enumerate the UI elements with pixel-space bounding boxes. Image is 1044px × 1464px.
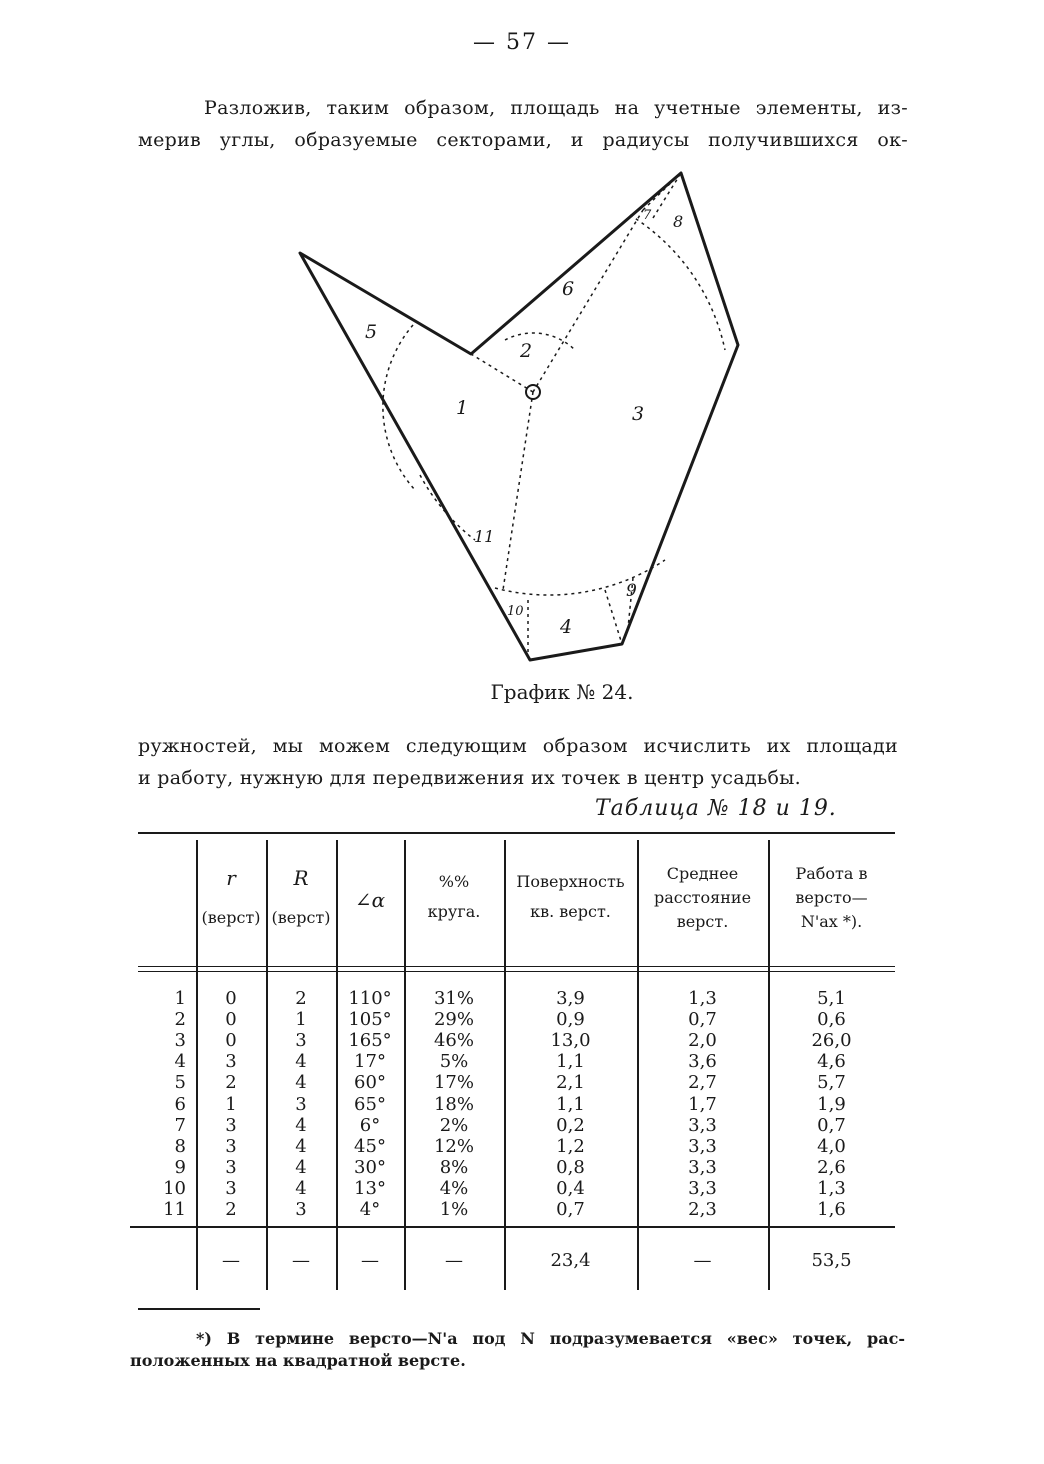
- cell-work: 0,6: [817, 1009, 846, 1031]
- cell-R: 2: [295, 988, 307, 1009]
- total-R: —: [292, 1250, 310, 1271]
- radius-line: [533, 210, 643, 392]
- cell-r: 3: [225, 1156, 237, 1178]
- row-number: 8: [174, 1135, 186, 1157]
- cell-percent: 2%: [439, 1114, 469, 1136]
- cell-r: 3: [225, 1135, 237, 1157]
- cell-R: 4: [295, 1177, 307, 1199]
- cell-surface: 2,1: [556, 1072, 585, 1094]
- header-percent: %% круга.: [427, 872, 481, 921]
- cell-work: 5,1: [817, 988, 846, 1009]
- cell-surface: 13,0: [550, 1030, 591, 1052]
- cell-surface: 1,1: [556, 1051, 585, 1073]
- cell-R: 4: [295, 1051, 307, 1073]
- total-work: 53,5: [811, 1250, 852, 1271]
- cell-R: 3: [295, 1093, 307, 1115]
- sector-label: 10: [507, 604, 524, 619]
- cell-work: 1,3: [817, 1177, 846, 1199]
- sector-label: 6: [562, 278, 575, 300]
- cell-angle: 105°: [348, 1009, 392, 1031]
- cell-surface: 0,4: [556, 1177, 585, 1199]
- cell-r: 0: [225, 988, 237, 1009]
- header-r: r (верст): [201, 866, 261, 927]
- cell-percent: 17%: [433, 1072, 474, 1094]
- sector-label: 9: [626, 581, 637, 601]
- header-work: Работа в версто— N'ах *).: [795, 864, 868, 931]
- cell-percent: 1%: [439, 1199, 469, 1220]
- cell-angle: 110°: [348, 988, 392, 1009]
- row-number: 10: [163, 1177, 186, 1199]
- cell-R: 4: [295, 1072, 307, 1094]
- cell-R: 4: [295, 1114, 307, 1136]
- footnote: [130, 1328, 905, 1372]
- row-number: 7: [174, 1114, 186, 1136]
- cell-angle: 17°: [354, 1051, 386, 1073]
- cell-angle: 4°: [359, 1199, 381, 1220]
- cell-percent: 18%: [433, 1093, 474, 1115]
- sector-label: 8: [673, 212, 684, 231]
- table-header-rule: [138, 966, 895, 967]
- footnote-line: положенных на квадратной версте.: [130, 1351, 466, 1370]
- table-top-rule: [138, 832, 895, 834]
- cell-distance: 3,3: [688, 1135, 717, 1157]
- cell-r: 3: [225, 1177, 237, 1199]
- cell-distance: 0,7: [688, 1009, 717, 1031]
- cell-r: 2: [225, 1072, 237, 1094]
- row-number: 2: [174, 1009, 186, 1031]
- cell-distance: 3,6: [688, 1051, 717, 1073]
- sector-label: 4: [560, 616, 573, 638]
- cell-distance: 3,3: [688, 1114, 717, 1136]
- paragraph-continued: [138, 730, 898, 794]
- cell-distance: 1,3: [688, 988, 717, 1009]
- radius-line: [605, 590, 622, 644]
- paragraph-line: мерив углы, образуемые секторами, и радиусы получившихся ок-: [138, 129, 908, 151]
- page-number: — 57 —: [473, 30, 571, 55]
- total-r: —: [222, 1250, 240, 1271]
- cell-r: 0: [225, 1030, 237, 1052]
- cell-distance: 1,7: [688, 1093, 717, 1115]
- total-angle: —: [361, 1250, 379, 1271]
- cell-R: 3: [295, 1030, 307, 1052]
- cell-angle: 60°: [354, 1072, 386, 1094]
- cell-r: 1: [225, 1093, 237, 1115]
- total-percent: —: [445, 1250, 463, 1271]
- cell-r: 3: [225, 1114, 237, 1136]
- cell-work: 1,9: [817, 1093, 846, 1115]
- cell-work: 26,0: [811, 1030, 852, 1052]
- arc-r3-bottom: [495, 560, 665, 595]
- cell-work: 5,7: [817, 1072, 846, 1094]
- sector-label: 2: [520, 340, 533, 362]
- sector-label: 5: [365, 321, 378, 343]
- cell-surface: 3,9: [556, 988, 585, 1009]
- cell-r: 0: [225, 1009, 237, 1031]
- cell-surface: 0,8: [556, 1156, 585, 1178]
- header-R: R (верст): [271, 866, 331, 927]
- cell-R: 4: [295, 1135, 307, 1157]
- cell-work: 4,0: [817, 1135, 846, 1157]
- total-distance: —: [693, 1250, 712, 1271]
- row-number: 3: [174, 1030, 186, 1052]
- sector-label: 11: [474, 527, 495, 546]
- cell-percent: 31%: [433, 988, 474, 1009]
- cell-work: 2,6: [817, 1156, 846, 1178]
- radius-line: [503, 392, 533, 590]
- paragraph-line: Разложив, таким образом, площадь на учетные элементы, из-: [204, 97, 908, 119]
- arc-inner: [505, 333, 575, 350]
- header-surface: Поверхность кв. верст.: [516, 872, 625, 921]
- row-number: 1: [174, 988, 186, 1009]
- row-number: 6: [174, 1093, 186, 1115]
- cell-percent: 46%: [433, 1030, 474, 1052]
- cell-angle: 30°: [354, 1156, 386, 1178]
- header-angle: ∠α: [354, 888, 386, 912]
- cell-angle: 45°: [354, 1135, 386, 1157]
- sector-label: 3: [632, 403, 645, 425]
- sector-label: 7: [643, 208, 652, 223]
- cell-surface: 1,1: [556, 1093, 585, 1115]
- boundary-polygon: [300, 173, 738, 660]
- paragraph-intro: [138, 92, 908, 156]
- cell-percent: 4%: [439, 1177, 469, 1199]
- cell-angle: 65°: [354, 1093, 386, 1115]
- cell-surface: 1,2: [556, 1135, 585, 1157]
- table-total-rule: [130, 1226, 895, 1228]
- cell-angle: 165°: [348, 1030, 392, 1052]
- footnote-rule: [138, 1308, 260, 1310]
- cell-work: 1,6: [817, 1199, 846, 1220]
- row-number: 5: [174, 1072, 186, 1094]
- cell-R: 4: [295, 1156, 307, 1178]
- cell-distance: 3,3: [688, 1156, 717, 1178]
- sector-label: 1: [456, 397, 469, 419]
- cell-R: 3: [295, 1199, 307, 1220]
- cell-percent: 29%: [433, 1009, 474, 1031]
- figure-caption: График № 24.: [490, 680, 634, 704]
- cell-R: 1: [295, 1009, 307, 1031]
- cell-angle: 6°: [359, 1114, 381, 1136]
- cell-distance: 2,0: [688, 1030, 717, 1052]
- paragraph-line: ружностей, мы можем следующим образом исчислить их площади: [138, 735, 898, 757]
- cell-percent: 8%: [439, 1156, 469, 1178]
- cell-work: 0,7: [817, 1114, 846, 1136]
- sector-diagram: [280, 160, 760, 670]
- cell-work: 4,6: [817, 1051, 846, 1073]
- cell-angle: 13°: [354, 1177, 386, 1199]
- cell-surface: 0,7: [556, 1199, 585, 1220]
- table-title: Таблица № 18 и 19.: [595, 796, 837, 821]
- arc-r3-left: [420, 475, 475, 540]
- cell-distance: 3,3: [688, 1177, 717, 1199]
- cell-distance: 2,3: [688, 1199, 717, 1220]
- cell-surface: 0,2: [556, 1114, 585, 1136]
- cell-surface: 0,9: [556, 1009, 585, 1031]
- cell-r: 2: [225, 1199, 237, 1220]
- row-number: 11: [163, 1199, 186, 1220]
- cell-distance: 2,7: [688, 1072, 717, 1094]
- cell-percent: 5%: [439, 1051, 469, 1073]
- total-surface: 23,4: [550, 1250, 591, 1271]
- arc-r3-right: [630, 215, 725, 350]
- row-number: 9: [174, 1156, 186, 1178]
- footnote-line: *) В термине версто—N'а под N подразумевается «вес» точек, рас-: [196, 1329, 905, 1348]
- paragraph-line: и работу, нужную для передвижения их точек в центр усадьбы.: [138, 767, 801, 789]
- cell-r: 3: [225, 1051, 237, 1073]
- cell-percent: 12%: [433, 1135, 474, 1157]
- table-header-rule: [138, 971, 895, 972]
- header-distance: Среднее расстояние верст.: [653, 864, 752, 931]
- row-number: 4: [174, 1051, 186, 1073]
